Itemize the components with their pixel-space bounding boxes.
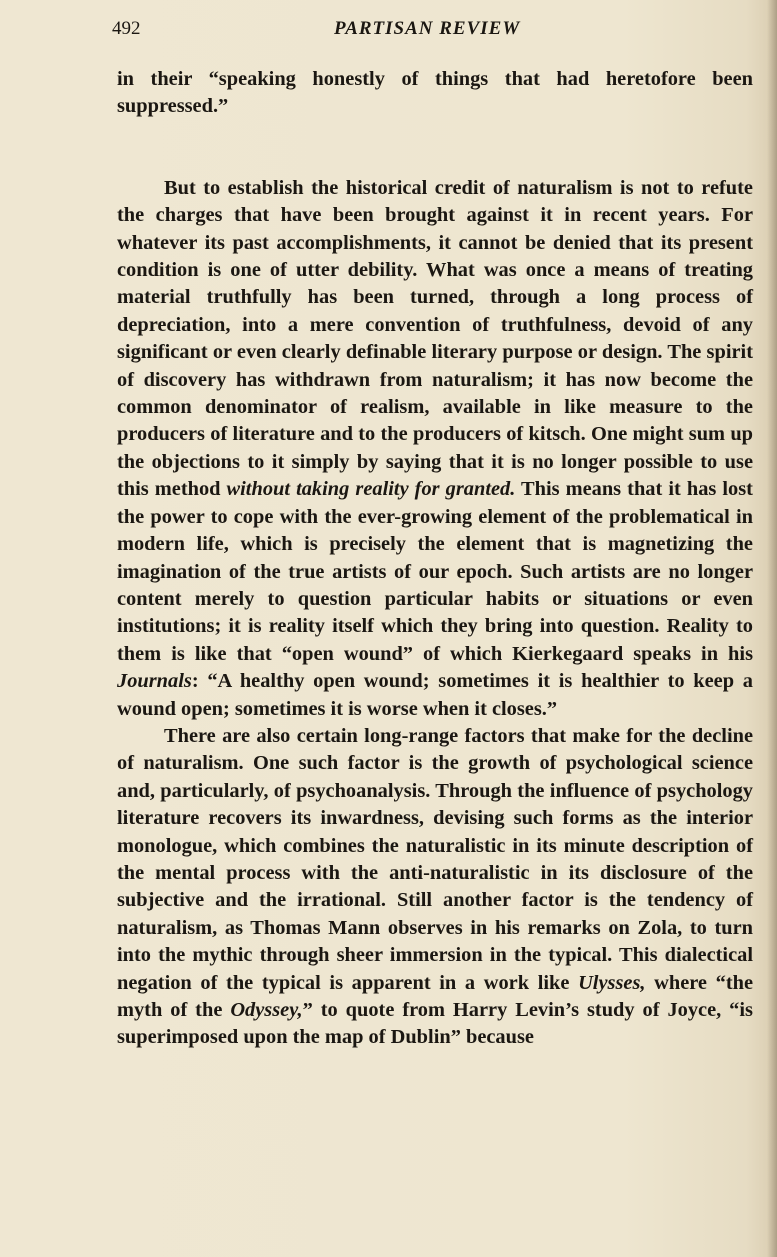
italic-phrase: without taking reality for granted.	[226, 478, 516, 501]
paragraph-continuation: in their “speaking honestly of things that had heretofore been suppressed.”	[117, 68, 753, 118]
italic-title: Ulysses,	[578, 971, 646, 994]
section-break	[117, 121, 753, 175]
page-number: 492	[112, 18, 141, 39]
text-run: where “the myth of the	[117, 971, 754, 1021]
page-edge-shadow	[767, 0, 777, 1257]
journal-title: PARTISAN REVIEW	[334, 18, 521, 39]
text-run: ” to quote from Harry Levin’s study of Joyce, “is superimposed upon the map of Dublin” because	[117, 999, 753, 1049]
text-run: There are also certain long-range factors that make for the decline of naturalism. One such factor is the growth of psychological science and, particularly, of psychoanalysis. Through the influence of psychology literature recovers its inwardness, devising such forms as the interior monologue, which combines the naturalistic in its minute description of the mental process with the anti-naturalistic in its disclosure of the subjective and the irrational. Still another factor is the tendency of naturalism, as Thomas Mann observes in his remarks on Zola, to turn into the mythic through sheer immersion in the typical. This dialectical negation of the typical is apparent in a work like	[117, 724, 753, 994]
paragraph-naturalism-debility	[117, 175, 753, 723]
paragraph-long-range-factors	[117, 723, 753, 1052]
text-run: This means that it has lost the power to cope with the ever-growing element of the problematical in modern life, which is precisely the element that is magnetizing the imagination of the true artists of our epoch. Such artists are no longer content merely to question particular habits or situations or even institutions; it is reality itself which they bring into question. Reality to them is like that “open wound” of which Kierkegaard speaks in his	[117, 478, 753, 665]
italic-title: Journals	[117, 670, 192, 693]
running-head	[112, 18, 752, 48]
text-run: : “A healthy open wound; sometimes it is healthier to keep a wound open; sometimes it is worse when it closes.”	[117, 670, 753, 720]
body-text	[117, 66, 753, 1052]
text-run: But to establish the historical credit of naturalism is not to refute the charges that have been brought against it in recent years. For whatever its past accomplishments, it cannot be denied that its present condition is one of utter debility. What was once a means of treating material truthfully has been turned, through a long process of depreciation, into a mere convention of truthfulness, devoid of any significant or even clearly definable literary purpose or design. The spirit of discovery has withdrawn from naturalism; it has now become the common denominator of realism, available in like measure to the producers of literature and to the producers of kitsch. One might sum up the objections to it simply by saying that it is no longer possible to use this method	[117, 176, 753, 501]
italic-title: Odyssey,	[230, 999, 303, 1021]
